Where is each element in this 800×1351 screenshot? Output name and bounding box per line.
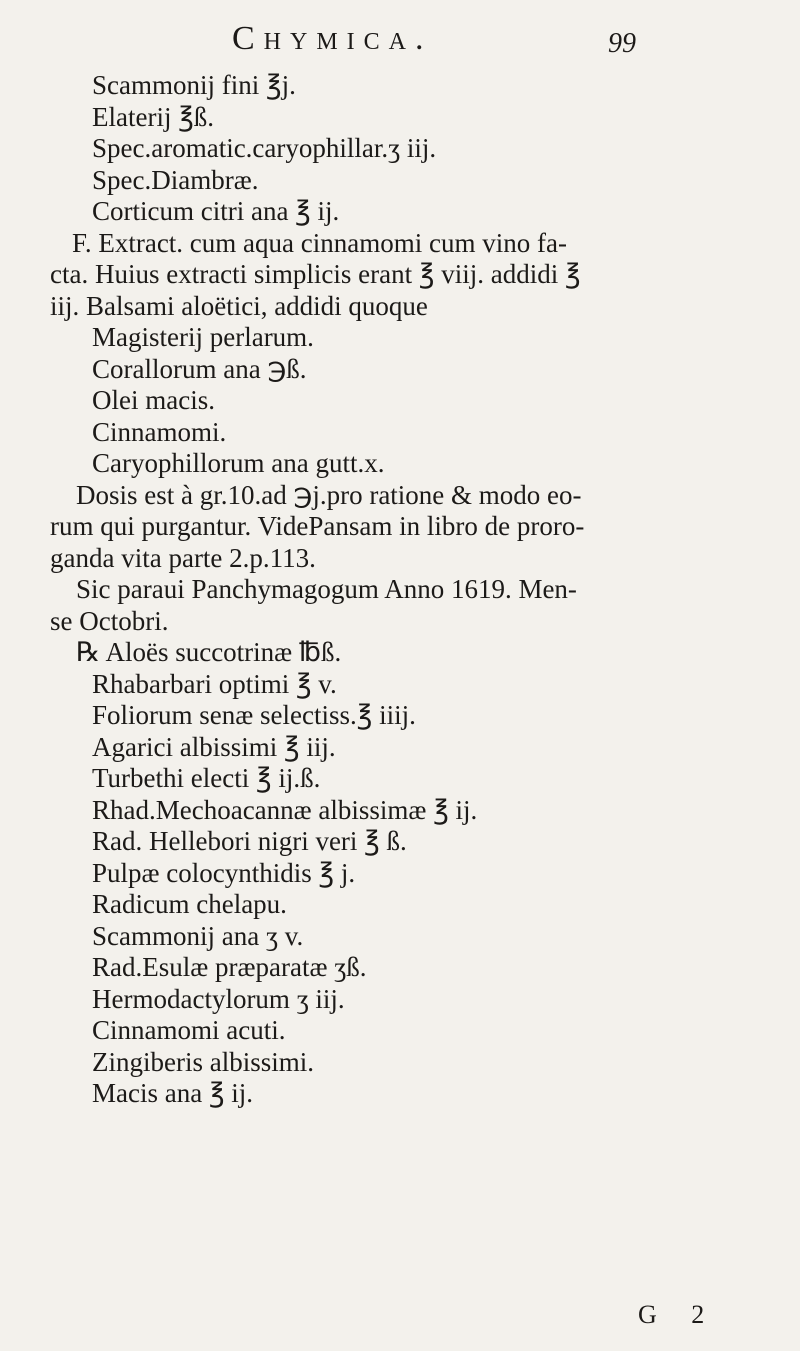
text-line: Cinnamomi acuti. <box>92 1015 286 1045</box>
signature-mark: G 2 <box>638 1300 719 1329</box>
text-line: Olei macis. <box>92 385 215 415</box>
text-line: ℞ Aloës succotrinæ ℔ß. <box>76 637 342 667</box>
text-line: iij. Balsami aloëtici, addidi quoque <box>50 290 428 321</box>
page-number: 99 <box>608 28 636 59</box>
text-line: Radicum chelapu. <box>92 889 287 919</box>
text-line: Cinnamomi. <box>92 416 227 447</box>
text-line: Hermodactylorum ʒ iij. <box>92 983 345 1014</box>
text-line: Magisterij perlarum. <box>92 322 314 352</box>
text-line: Macis ana ℥ ij. <box>92 1078 254 1108</box>
text-line: F. Extract. cum aqua cinnamomi cum vino fa- <box>72 227 567 258</box>
page-header <box>0 18 800 68</box>
text-line: Turbethi electi ℥ ij.ß. <box>92 763 321 793</box>
text-line: Spec.aromatic.caryophillar.ʒ iij. <box>92 133 437 163</box>
text-line: Zingiberis albissimi. <box>92 1046 314 1077</box>
text-line: cta. Huius extracti simplicis erant ℥ viij. addidi ℥ <box>50 259 581 289</box>
body-text <box>50 70 770 1110</box>
text-line: Agarici albissimi ℥ iij. <box>92 731 336 762</box>
text-line: Scammonij ana ʒ v. <box>92 920 304 951</box>
text-line: Corticum citri ana ℥ ij. <box>92 196 340 226</box>
text-line: Caryophillorum ana gutt.x. <box>92 448 385 478</box>
text-line: Spec.Diambræ. <box>92 164 259 195</box>
text-line: Rhabarbari optimi ℥ v. <box>92 668 337 699</box>
text-line: Rad. Hellebori nigri veri ℥ ß. <box>92 826 407 856</box>
text-line: Scammonij fini ℥j. <box>92 70 296 100</box>
text-line: se Octobri. <box>50 605 169 636</box>
text-line: Corallorum ana ℈ß. <box>92 353 307 384</box>
text-line: Pulpæ colocynthidis ℥ j. <box>92 857 356 888</box>
text-line: Rad.Esulæ præparatæ ʒß. <box>92 952 367 982</box>
text-line: Elaterij ℥ß. <box>92 101 215 132</box>
text-line: Rhad.Mechoacannæ albissimæ ℥ ij. <box>92 794 478 825</box>
text-line: ganda vita parte 2.p.113. <box>50 542 316 573</box>
text-line: Dosis est à gr.10.ad ℈j.pro ratione & modo eo- <box>76 479 582 510</box>
text-line: Sic paraui Panchymagogum Anno 1619. Men- <box>76 574 577 604</box>
text-line: rum qui purgantur. VidePansam in libro de proro- <box>50 511 585 541</box>
text-line: Foliorum senæ selectiss.℥ iiij. <box>92 700 416 730</box>
running-head: Chymica. <box>232 20 433 57</box>
